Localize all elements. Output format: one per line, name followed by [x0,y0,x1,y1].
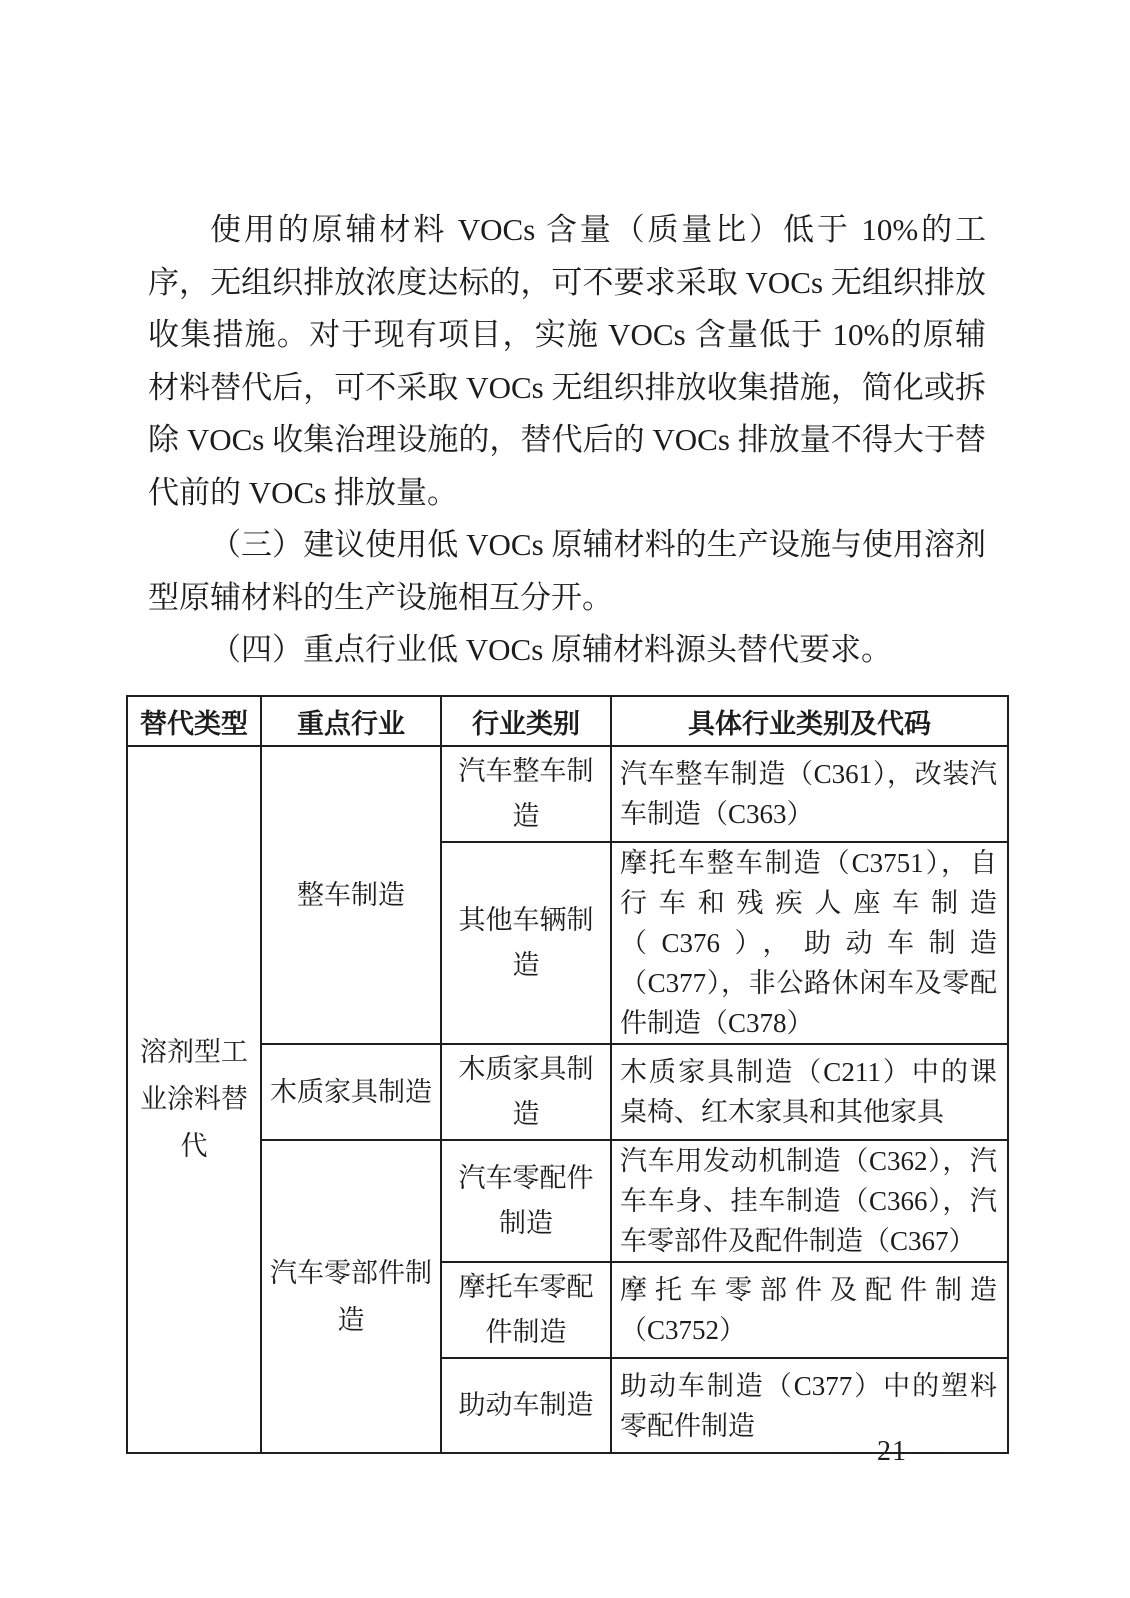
cell-category-wood-furniture: 木质家具制造 [441,1044,611,1140]
cell-category-auto-complete-vehicle: 汽车整车制造 [441,746,611,842]
cell-industry-wood-furniture: 木质家具制造 [261,1044,441,1140]
cell-detail-moped-mfg: 助动车制造（C377）中的塑料零配件制造 [611,1358,1008,1453]
body-text-block [148,204,986,677]
cell-detail-wood-furniture: 木质家具制造（C211）中的课桌椅、红木家具和其他家具 [611,1044,1008,1140]
cell-detail-other-vehicles: 摩托车整车制造（C3751），自行车和残疾人座车制造（C376），助动车制造（C377），非公路休闲车及零配件制造（C378） [611,842,1008,1044]
cell-industry-vehicle-mfg: 整车制造 [261,746,441,1044]
page-number: — 21 — [840,1436,944,1467]
header-specific-category-code: 具体行业类别及代码 [611,696,1008,746]
cell-category-other-vehicles: 其他车辆制造 [441,842,611,1044]
cell-category-moped-mfg: 助动车制造 [441,1358,611,1453]
cell-detail-auto-complete-vehicle: 汽车整车制造（C361），改装汽车制造（C363） [611,746,1008,842]
paragraph-vocs-content-rule: 使用的原辅材料 VOCs 含量（质量比）低于 10%的工序，无组织排放浓度达标的，可不要求采取 VOCs 无组织排放收集措施。对于现有项目，实施 VOCs 含量低于 10%的原辅材料替代后，可不采取 VOCs 无组织排放收集措施，简化或拆除 VOCs 收集治理设施的，替代后的 VOCs 排放量不得大于替代前的 VOCs 排放量。 [148,212,986,510]
header-substitution-type: 替代类型 [127,696,261,746]
substitution-requirements-table [126,695,1009,1454]
header-industry-category: 行业类别 [441,696,611,746]
cell-substitution-type: 溶剂型工业涂料替代 [127,746,261,1453]
table-header-row [127,696,1008,746]
paragraph-item-four: （四）重点行业低 VOCs 原辅材料源头替代要求。 [210,632,893,667]
cell-detail-auto-parts: 汽车用发动机制造（C362），汽车车身、挂车制造（C366），汽车零部件及配件制造（C367） [611,1140,1008,1262]
cell-detail-moto-parts: 摩托车零部件及配件制造（C3752） [611,1262,1008,1358]
paragraph-item-three: （三）建议使用低 VOCs 原辅材料的生产设施与使用溶剂型原辅材料的生产设施相互分开。 [148,527,986,615]
header-key-industry: 重点行业 [261,696,441,746]
cell-category-auto-parts: 汽车零配件制造 [441,1140,611,1262]
cell-category-moto-parts: 摩托车零配件制造 [441,1262,611,1358]
cell-industry-auto-parts: 汽车零部件制造 [261,1140,441,1453]
table-row [127,746,1008,842]
